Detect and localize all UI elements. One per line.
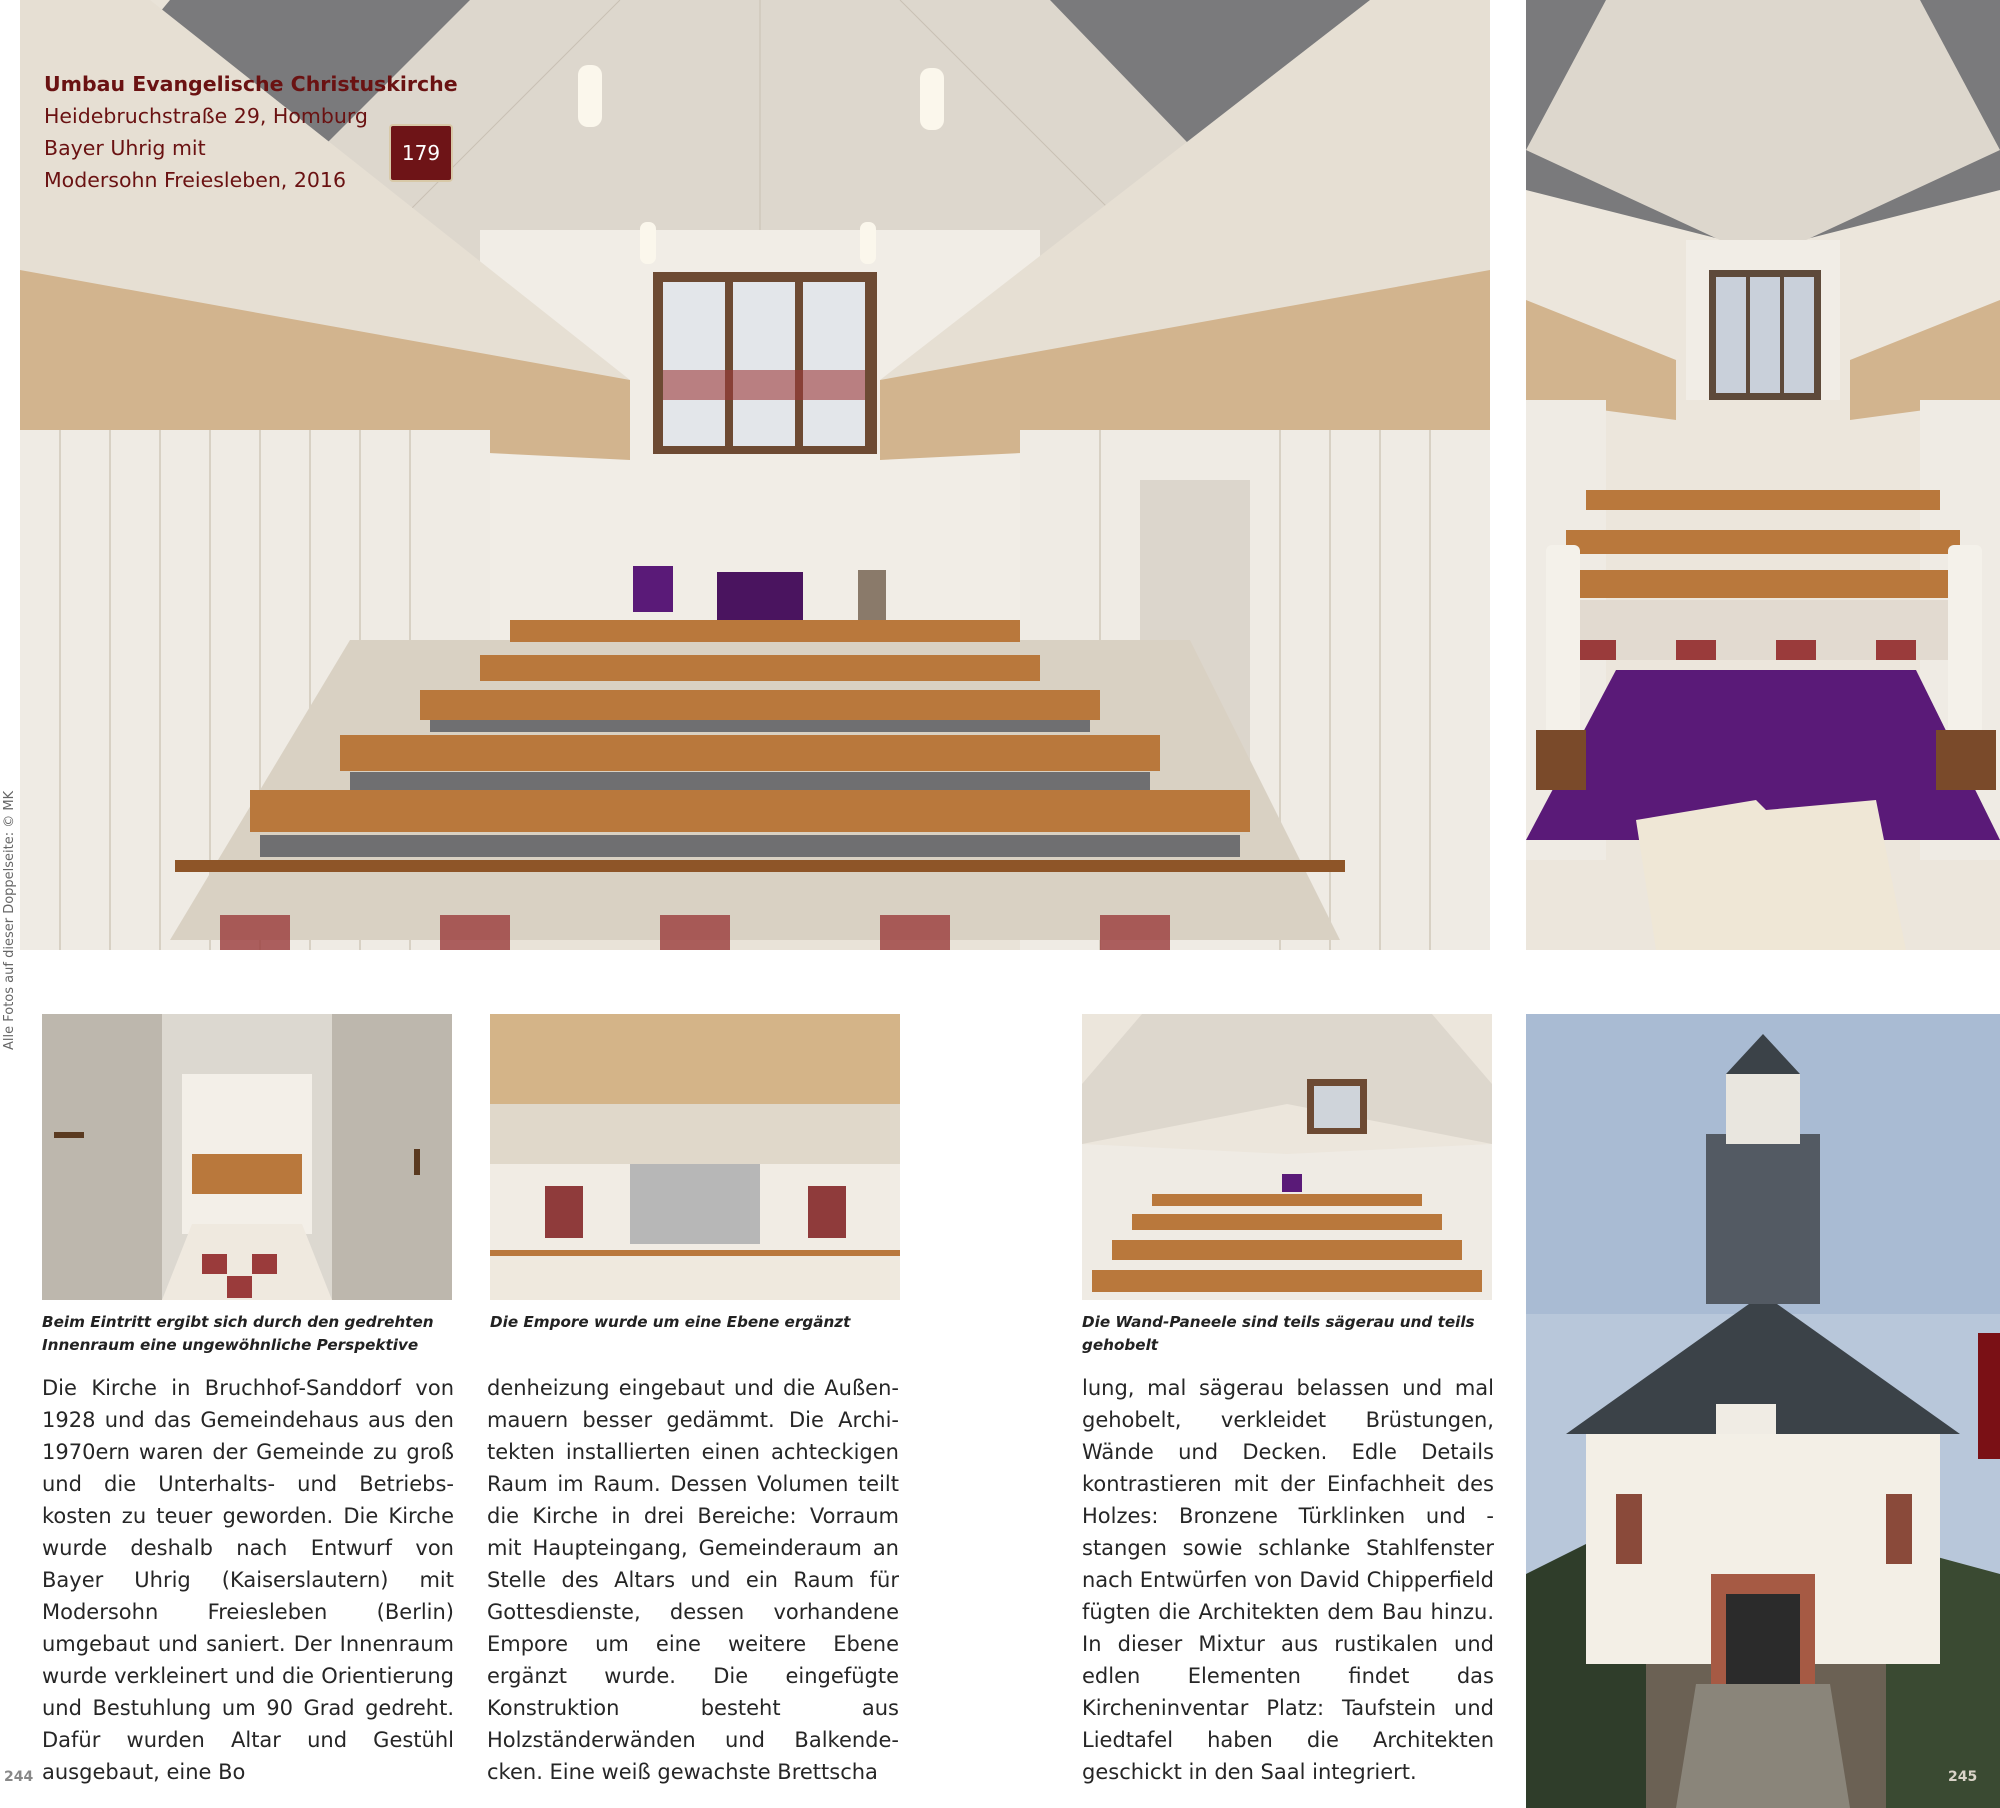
project-number-badge: 179 [389, 124, 453, 182]
figure-caption-wall-panels: Die Wand-Paneele sind teils sägerau und teils gehobelt [1082, 1313, 1475, 1354]
page-number-right: 245 [1948, 1769, 1978, 1785]
entrance-photo [42, 1014, 452, 1300]
figure-caption-gallery: Die Empore wurde um eine Ebene ergänzt [490, 1313, 851, 1331]
gallery-photo [490, 1014, 900, 1300]
body-text-column-1 [42, 1372, 454, 1788]
page-number-left: 244 [4, 1769, 34, 1785]
nave-view-photo [1526, 0, 2000, 950]
project-architects-1: Bayer Uhrig mit [44, 136, 206, 160]
section-tab-marker [1978, 1333, 2000, 1459]
wall-panels-photo [1082, 1014, 1492, 1300]
project-address: Heidebruchstraße 29, Homburg [44, 104, 368, 128]
body-text-column-3 [1082, 1372, 1494, 1788]
body-paragraph: denheizung eingebaut und die Außenmauern besser gedämmt. Die Architekten installierten einen achteckigen Raum im Raum. Dessen Volumen teilt die Kirche in drei Bereiche: Vorraum mit Haupteingang, Gemeinderaum an Stelle des Altars und ein Raum für Gottesdienste, dessen vorhandene Empore um eine weitere Ebene ergänzt wurde. Die eingefügte Konstruktion besteht aus Holzständerwänden und Balkendecken. Eine weiß gewachste Brettscha [487, 1376, 899, 1784]
exterior-photo [1526, 1014, 2000, 1808]
body-paragraph: Die Kirche in Bruchhof-Sanddorf von 1928 und das Gemeindehaus aus den 1970ern waren der Gemeinde zu groß und die Unterhalts- und Betriebskosten zu teuer geworden. Die Kirche wurde deshalb nach Entwurf von Bayer Uhrig (Kaiserslautern) mit Modersohn Freiesleben (Berlin) umgebaut und saniert. Der Innenraum wurde verkleinert und die Orientierung und Bestuhlung um 90 Grad gedreht. Dafür wurden Altar und Gestühl ausgebaut, eine Bo [42, 1376, 454, 1784]
project-title: Umbau Evangelische Christuskirche [44, 72, 458, 96]
project-architects-2: Modersohn Freiesleben, 2016 [44, 168, 347, 192]
figure-caption-entrance: Beim Eintritt ergibt sich durch den gedrehten Innenraum eine ungewöhnliche Perspektive [42, 1313, 434, 1354]
photo-credit: Alle Fotos auf dieser Doppelseite: © MK [2, 790, 17, 1050]
body-text-column-2 [487, 1372, 899, 1788]
body-paragraph: lung, mal sägerau belassen und mal gehobelt, verkleidet Brüstungen, Wände und Decken. Edle Details kontrastieren mit der Einfachheit des Holzes: Bronzene Türklinken und -stangen sowie schlanke Stahlfenster nach Entwürfen von David Chipperfield fügten die Architekten dem Bau hinzu. In dieser Mixtur aus rustikalen und edlen Elementen findet das Kircheninventar Platz: Taufstein und Liedtafel haben die Architekten geschickt in den Saal integriert. [1082, 1376, 1494, 1784]
